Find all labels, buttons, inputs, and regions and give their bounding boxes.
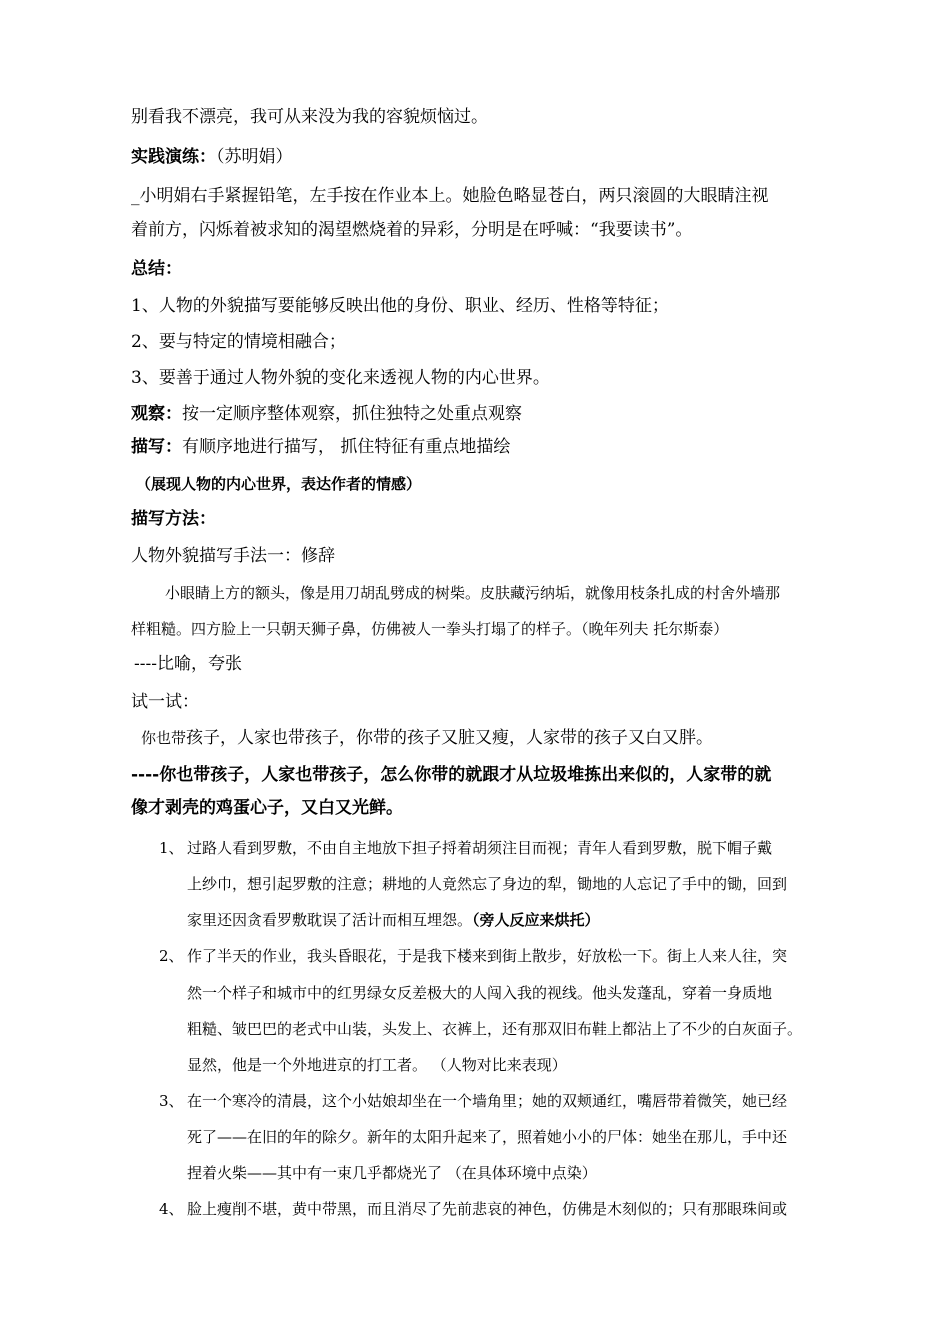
example-2-number: 2、 <box>159 947 184 965</box>
summary-item-3: 3、要善于通过人物外貌的变化来透视人物的内心世界。 <box>131 368 550 388</box>
example-2-line-4 <box>187 1054 567 1076</box>
try-original-rest: 孩子，人家也带孩子，你带的孩子又脏又瘦，人家带的孩子又白又胖。 <box>186 728 714 748</box>
try-heading: 试一试： <box>131 692 199 712</box>
intro-line: 别看我不漂亮，我可从来没为我的容貌烦恼过。 <box>131 107 488 127</box>
practice-text-line-2: 着前方，闪烁着被求知的渴望燃烧着的异彩，分明是在呼喊：“我要读书”。 <box>131 220 693 240</box>
example-1-line-3-text: 家里还因贪看罗敷耽误了活计而相互埋怨。 <box>187 911 473 929</box>
example-2-line-4-text: 显然，他是一个外地进京的打工者。 <box>187 1056 428 1074</box>
method-example-line-2: 样粗糙。四方脸上一只朝天狮子鼻，仿佛被人一拳头打塌了的样子。（晚年列夫 托尔斯泰） <box>131 620 729 638</box>
practice-text-line-1: _小明娟右手紧握铅笔，左手按在作业本上。她脸色略显苍白，两只滚圆的大眼睛注视 <box>131 186 769 206</box>
example-3-note: （在具体环境中点染） <box>442 1164 597 1182</box>
practice-label: 实践演练： <box>131 147 216 167</box>
method-heading: 描写方法： <box>131 509 216 529</box>
try-revised-line-1: ----你也带孩子，人家也带孩子，怎么你带的就跟才从垃圾堆拣出来似的，人家带的就 <box>131 765 772 785</box>
example-2-line-2: 然一个样子和城市中的红男绿女反差极大的人闯入我的视线。他头发蓬乱，穿着一身质地 <box>187 984 773 1002</box>
describe-label: 描写： <box>131 437 182 457</box>
describe-text: 有顺序地进行描写， 抓住特征有重点地描绘 <box>182 437 511 457</box>
example-2-note: （人物对比来表现） <box>427 1056 567 1074</box>
example-3-line-1: 在一个寒冷的清晨，这个小姑娘却坐在一个墙角里；她的双颊通红，嘴唇带着微笑，她已经 <box>187 1092 788 1110</box>
summary-item-1: 1、人物的外貌描写要能够反映出他的身份、职业、经历、性格等特征； <box>131 296 669 316</box>
practice-heading <box>131 146 293 168</box>
summary-item-2: 2、要与特定的情境相融合； <box>131 332 346 352</box>
example-2-line-3: 粗糙、皱巴巴的老式中山装，头发上、衣裤上，还有那双旧布鞋上都沾上了不少的白灰面子。 <box>187 1020 803 1038</box>
method-technique: ----比喻，夸张 <box>134 654 242 674</box>
example-3-number: 3、 <box>159 1092 184 1110</box>
observe-line <box>131 403 522 425</box>
example-1-line-1: 过路人看到罗敷，不由自主地放下担子捋着胡须注目而视；青年人看到罗敷，脱下帽子戴 <box>187 839 773 857</box>
example-3-line-2: 死了——在旧的年的除夕。新年的太阳升起来了，照着她小小的尸体：她坐在那儿，手中还 <box>187 1128 788 1146</box>
try-revised-line-2: 像才剥壳的鸡蛋心子，又白又光鲜。 <box>131 798 403 818</box>
example-2-line-1: 作了半天的作业，我头昏眼花，于是我下楼来到街上散步，好放松一下。街上人来人往，突 <box>187 947 788 965</box>
practice-name: （苏明娟） <box>216 147 293 167</box>
try-original <box>141 727 713 749</box>
summary-heading: 总结： <box>131 259 182 279</box>
example-4-number: 4、 <box>159 1200 184 1218</box>
example-1-number: 1、 <box>159 839 184 857</box>
try-original-prefix: 你也带 <box>141 729 187 747</box>
example-3-line-3 <box>187 1162 597 1184</box>
describe-line <box>131 436 510 458</box>
method-example-line-1: 小眼睛上方的额头，像是用刀胡乱劈成的树柴。皮肤藏污纳垢，就像用枝条扎成的村舍外墙那 <box>165 584 781 602</box>
example-1-line-2: 上纱巾，想引起罗敷的注意；耕地的人竟然忘了身边的犁，锄地的人忘记了手中的锄，回到 <box>187 875 788 893</box>
example-1-line-3 <box>187 909 600 931</box>
observe-label: 观察： <box>131 404 182 424</box>
example-1-note: （旁人反应来烘托） <box>472 911 600 929</box>
method-one: 人物外貌描写手法一：修辞 <box>131 546 335 566</box>
example-4-line-1: 脸上瘦削不堪，黄中带黑，而且消尽了先前悲哀的神色，仿佛是木刻似的；只有那眼珠间或 <box>187 1200 788 1218</box>
describe-note: （展现人物的内心世界，表达作者的情感） <box>136 475 422 493</box>
observe-text: 按一定顺序整体观察，抓住独特之处重点观察 <box>182 404 522 424</box>
example-3-line-3-text: 捏着火柴——其中有一束几乎都烧光了 <box>187 1164 443 1182</box>
